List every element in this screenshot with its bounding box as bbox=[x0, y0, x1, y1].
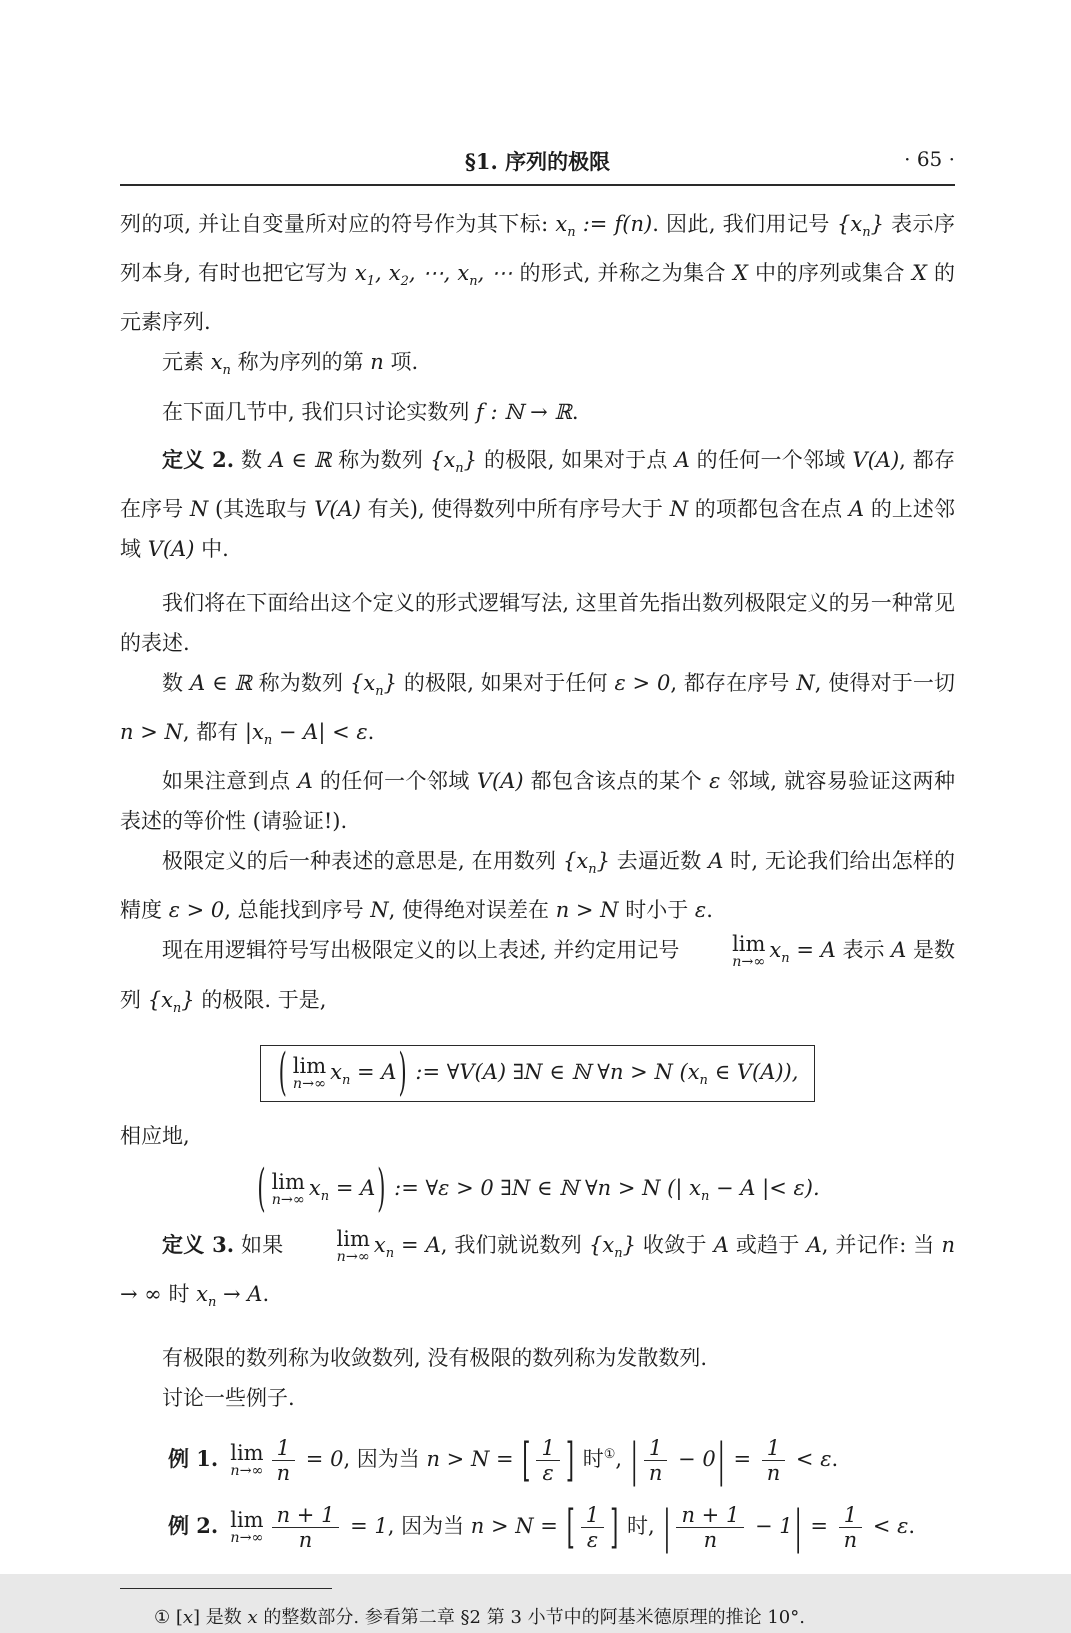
footnote-rule bbox=[120, 1588, 332, 1589]
section-title: §1. 序列的极限 bbox=[464, 149, 611, 174]
paragraph-meaning: 极限定义的后一种表述的意思是, 在用数列 $\{x_n\}$ 去逼近数 A 时, 无论我们给出怎样的精度 ε > 0, 总能找到序号 N, 使得绝对误差在 n > N 时小于 ε. bbox=[120, 849, 955, 923]
paragraph-neighborhood-note: 如果注意到点 A 的任何一个邻域 V(A) 都包含该点的某个 ε 邻域, 就容易验证这两种表述的等价性 (请验证!). bbox=[120, 769, 955, 834]
epsilon-formula-row: ( lim n→∞ $x_n = A$) := ∀ε > 0 ∃N ∈ ℕ ∀n > N (| $x_n - A$ |< ε). bbox=[257, 1159, 820, 1217]
header-rule bbox=[120, 184, 955, 186]
boxed-formula: ( lim n→∞ $x_n = A$) := ∀V(A) ∃N ∈ ℕ ∀n > N ($x_n$ ∈ V(A)), bbox=[260, 1045, 816, 1102]
example-2: 例 2. lim n→∞ $\frac{n + 1}{n}$ = 1, 因为当 n > N = [ $\frac{1}{\varepsilon}$ ] 时, | $\frac{n + 1}{n}$ − 1| = $\frac{1}{n}$ < ε. bbox=[168, 1500, 916, 1554]
boxed-formula-row bbox=[120, 1042, 955, 1102]
paragraph-scope: 在下面几节中, 我们只讨论实数列 f : ℕ → ℝ. bbox=[162, 399, 579, 424]
paragraph-element-term: 元素 $x_n$ 称为序列的第 n 项. bbox=[162, 350, 419, 379]
definition-2: 定义 2. 数 A ∈ ℝ 称为数列 $\{x_n\}$ 的极限, 如果对于点 A 的任何一个邻域 V(A), 都存在序号 N (其选取与 V(A) 有关), 使得数列中所有序号大于 N 的项都包含在点 A 的上述邻域 V(A) 中. bbox=[120, 446, 956, 561]
definition-3: 定义 3. 如果 lim n→∞ $x_n = A$, 我们就说数列 $\{x_n\}$ 收敛于 A 或趋于 A, 并记作: 当 n → ∞ 时 $x_n \to A$. bbox=[120, 1227, 955, 1311]
page-number: · 65 · bbox=[904, 147, 955, 171]
paragraph-alt-statement: 数 A ∈ ℝ 称为数列 $\{x_n\}$ 的极限, 如果对于任何 ε > 0, 都存在序号 N, 使得对于一切 n > N, 都有 $|x_n - A| < \varepsilon$. bbox=[120, 670, 956, 749]
paragraph-formal-intro: 我们将在下面给出这个定义的形式逻辑写法, 这里首先指出数列极限定义的另一种常见的表述. bbox=[120, 590, 955, 655]
paragraph-intro: 列的项, 并让自变量所对应的符号作为其下标: $x_n$ := f(n). 因此, 我们用记号 $\{x_n\}$ 表示序列本身, 有时也把它写为 $x_1$, $x_2$, ⋯, $x_n$, ⋯ 的形式, 并称之为集合 X 中的序列或集合 X 的元素序列. bbox=[120, 212, 955, 335]
example-1: 例 1. lim n→∞ $\frac{1}{n}$ = 0, 因为当 n > N = [ $\frac{1}{\varepsilon}$ ] 时①, | $\frac{1}{n}$ − 0| = $\frac{1}{n}$ < ε. bbox=[168, 1433, 839, 1487]
page-header bbox=[120, 146, 955, 176]
paragraph-notation: 现在用逻辑符号写出极限定义的以上表述, 并约定用记号 lim n→∞ $x_n = A$ 表示 A 是数列 $\{x_n\}$ 的极限. 于是, bbox=[120, 932, 955, 1016]
footnote-1: ① [x] 是数 x 的整数部分. 参看第二章 §2 第 3 小节中的阿基米德原理的推论 10°. bbox=[154, 1607, 805, 1629]
paragraph-examples-intro: 讨论一些例子. bbox=[162, 1385, 295, 1410]
paragraph-convergent-divergent: 有极限的数列称为收敛数列, 没有极限的数列称为发散数列. bbox=[162, 1345, 708, 1370]
correspondingly-label: 相应地, bbox=[120, 1123, 190, 1148]
